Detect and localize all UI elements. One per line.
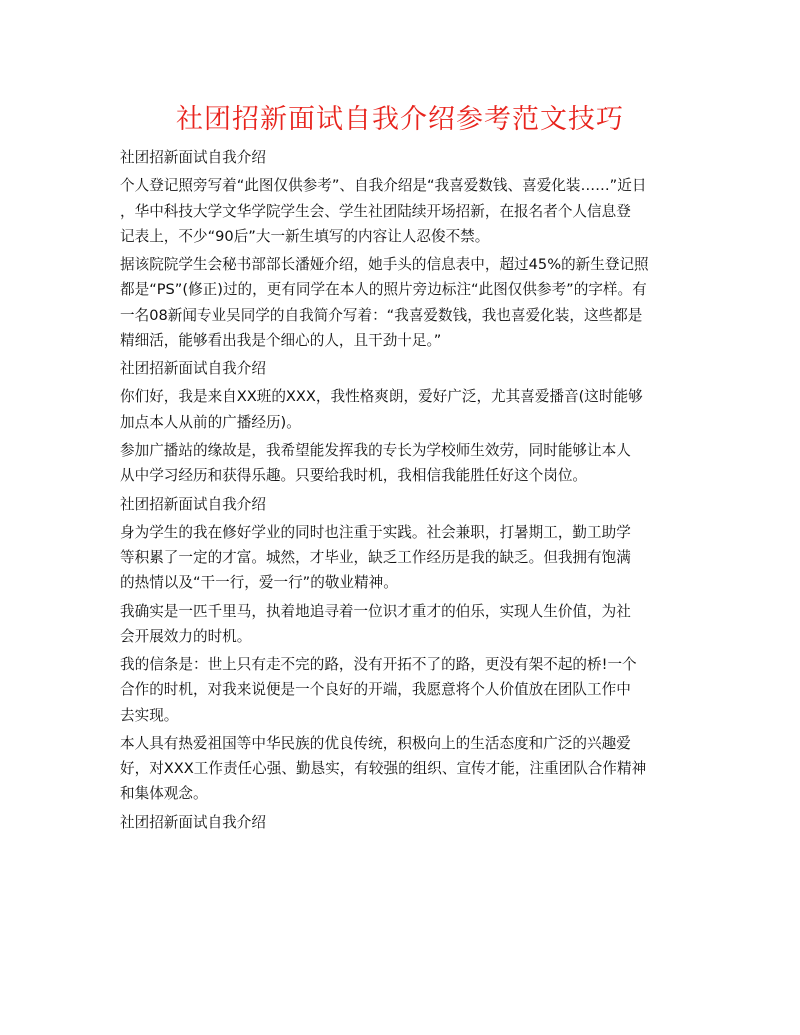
paragraph xyxy=(120,731,680,807)
text-line: 的热情以及“干一行，爱一行”的敬业精神。 xyxy=(120,574,398,592)
text-line: 记表上，不少“90后”大一新生填写的内容让人忍俊不禁。 xyxy=(120,227,490,245)
text-line: 都是“PS”(修正)过的，更有同学在本人的照片旁边标注“此图仅供参考”的字样。有 xyxy=(120,281,647,299)
text-line: 精细活，能够看出我是个细心的人，且干劲十足。” xyxy=(120,331,442,349)
section-heading xyxy=(120,810,680,835)
section-heading xyxy=(120,356,680,381)
document-body xyxy=(120,145,680,838)
paragraph xyxy=(120,652,680,728)
paragraph xyxy=(120,173,680,249)
document-title: 社团招新面试自我介绍参考范文技巧 xyxy=(176,104,624,135)
paragraph xyxy=(120,252,680,353)
text-line: 和集体观念。 xyxy=(120,785,208,803)
text-line: 我的信条是：世上只有走不完的路，没有开拓不了的路，更没有架不起的桥!一个 xyxy=(120,656,637,674)
text-line: 好，对XXX工作责任心强、勤恳实，有较强的组织、宣传才能，注重团队合作精神 xyxy=(120,760,647,778)
text-line: 等积累了一定的才富。城然，才毕业，缺乏工作经历是我的缺乏。但我拥有饱满 xyxy=(120,549,631,567)
text-line: 合作的时机，对我来说便是一个良好的开端，我愿意将个人价值放在团队工作中 xyxy=(120,681,631,699)
text-line: 从中学习经历和获得乐趣。只要给我时机，我相信我能胜任好这个岗位。 xyxy=(120,467,588,485)
text-line: 你们好，我是来自XX班的XXX，我性格爽朗，爱好广泛，尤其喜爱播音(这时能够 xyxy=(120,388,643,406)
paragraph xyxy=(120,384,680,434)
paragraph xyxy=(120,438,680,488)
paragraph xyxy=(120,599,680,649)
text-line: 社团招新面试自我介绍 xyxy=(120,813,266,831)
section-heading xyxy=(120,145,680,170)
text-line: 个人登记照旁写着“此图仅供参考”、自我介绍是“我喜爱数钱、喜爱化装……”近日 xyxy=(120,177,647,195)
section-heading xyxy=(120,492,680,517)
text-line: 去实现。 xyxy=(120,706,179,724)
text-line: 社团招新面试自我介绍 xyxy=(120,495,266,513)
text-line: 参加广播站的缘故是，我希望能发挥我的专长为学校师生效劳，同时能够让本人 xyxy=(120,442,631,459)
text-line: ，华中科技大学文华学院学生会、学生社团陆续开场招新，在报名者个人信息登 xyxy=(120,202,631,220)
text-line: 本人具有热爱祖国等中华民族的优良传统，积极向上的生活态度和广泛的兴趣爱 xyxy=(120,735,631,752)
text-line: 社团招新面试自我介绍 xyxy=(120,149,266,166)
text-line: 加点本人从前的广播经历)。 xyxy=(120,413,301,431)
text-line: 身为学生的我在修好学业的同时也注重于实践。社会兼职，打暑期工，勤工助学 xyxy=(120,523,631,541)
text-line: 一名08新闻专业吴同学的自我简介写着：“我喜爱数钱，我也喜爱化装，这些都是 xyxy=(120,306,643,324)
paragraph xyxy=(120,520,680,596)
text-line: 会开展效力的时机。 xyxy=(120,627,252,645)
text-line: 社团招新面试自我介绍 xyxy=(120,360,266,378)
text-line: 据该院院学生会秘书部部长潘娅介绍，她手头的信息表中，超过45%的新生登记照 xyxy=(120,256,649,274)
text-line: 我确实是一匹千里马，执着地追寻着一位识才重才的伯乐，实现人生价值，为社 xyxy=(120,602,631,620)
